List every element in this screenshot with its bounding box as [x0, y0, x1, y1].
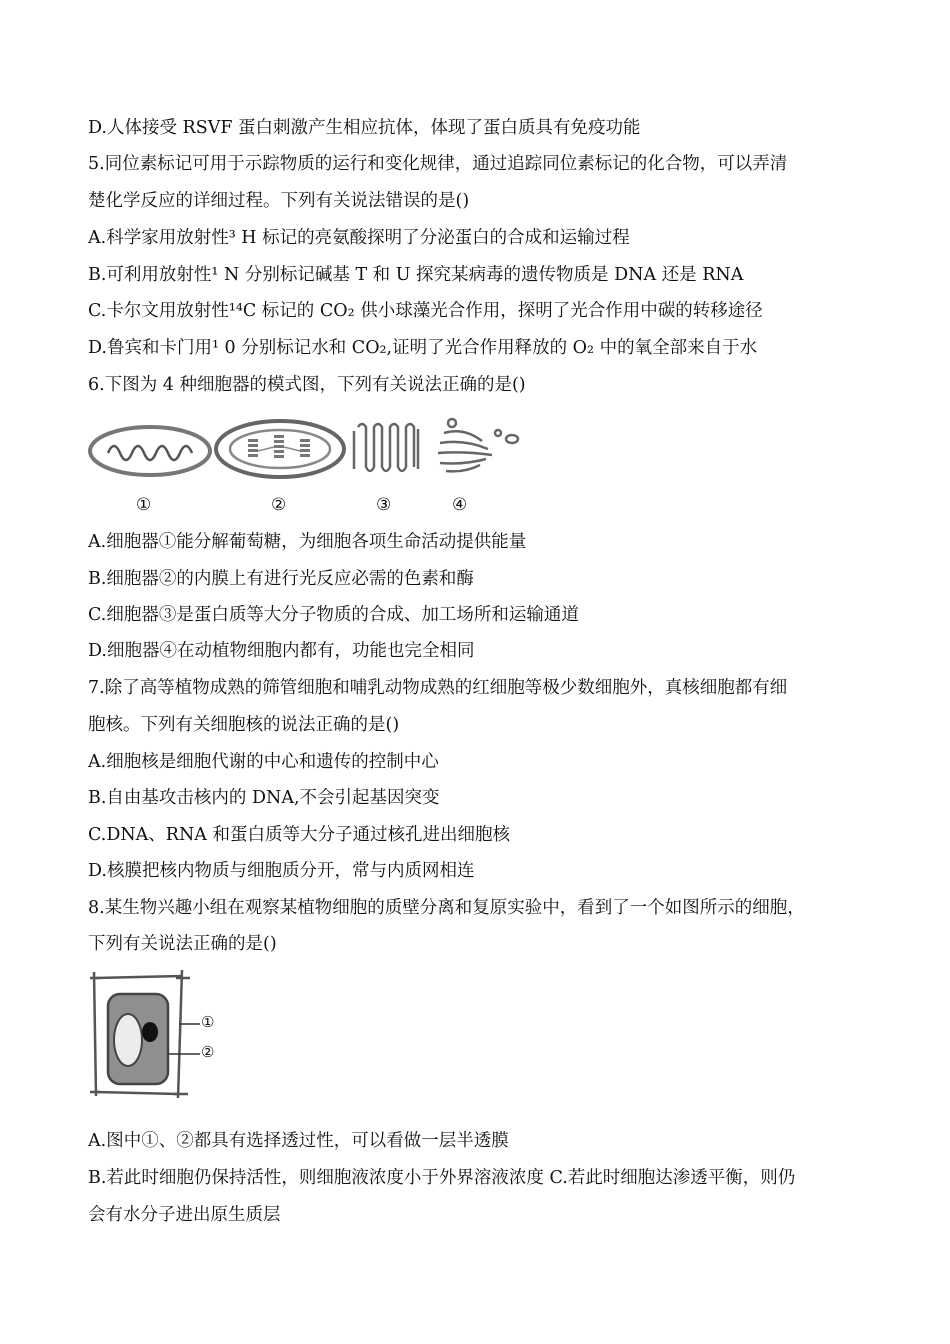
organelle-label: ① [136, 495, 152, 515]
cell-label: ① [201, 1013, 215, 1031]
organelle-figure [88, 415, 528, 483]
text-line: 楚化学反应的详细过程。下列有关说法错误的是() [88, 191, 470, 211]
text-line: A.细胞核是细胞代谢的中心和遗传的控制中心 [88, 752, 439, 772]
text-line: 5.同位素标记可用于示踪物质的运行和变化规律，通过追踪同位素标记的化合物，可以弄清 [88, 154, 788, 174]
text-line: B.自由基攻击核内的 DNA,不会引起基因突变 [88, 788, 440, 808]
text-line: D.细胞器④在动植物细胞内都有，功能也完全相同 [88, 641, 475, 661]
text-line: D.人体接受 RSVF 蛋白刺激产生相应抗体，体现了蛋白质具有免疫功能 [88, 118, 641, 138]
text-line: 8.某生物兴趣小组在观察某植物细胞的质壁分离和复原实验中，看到了一个如图所示的细胞， [88, 898, 805, 918]
text-line: 会有水分子进出原生质层 [88, 1205, 281, 1225]
nucleus [142, 1022, 158, 1042]
chloroplast-drawing [216, 421, 344, 477]
cell-label: ② [201, 1043, 215, 1061]
text-line: C.细胞器③是蛋白质等大分子物质的合成、加工场所和运输通道 [88, 605, 579, 625]
plant-cell-figure [86, 968, 226, 1104]
text-line: A.科学家用放射性³ H 标记的亮氨酸探明了分泌蛋白的合成和运输过程 [88, 228, 630, 248]
text-line: 下列有关说法正确的是() [88, 934, 277, 954]
text-line: D.鲁宾和卡门用¹ 0 分别标记水和 CO₂,证明了光合作用释放的 O₂ 中的氧全部来自于水 [88, 338, 758, 358]
text-line: 6.下图为 4 种细胞器的模式图，下列有关说法正确的是() [88, 375, 526, 395]
text-line: B.可利用放射性¹ N 分别标记碱基 T 和 U 探究某病毒的遗传物质是 DNA 还是 RNA [88, 265, 744, 285]
organelle-label: ② [271, 495, 287, 515]
vacuole [114, 1014, 142, 1066]
text-line: C.DNA、RNA 和蛋白质等大分子通过核孔进出细胞核 [88, 825, 510, 845]
golgi-apparatus-drawing [438, 419, 518, 471]
text-line: D.核膜把核内物质与细胞质分开，常与内质网相连 [88, 861, 475, 881]
organelle-label: ④ [452, 495, 468, 515]
mitochondrion-drawing [90, 427, 210, 475]
text-line: A.细胞器①能分解葡萄糖，为细胞各项生命活动提供能量 [88, 532, 527, 552]
text-line: B.细胞器②的内膜上有进行光反应必需的色素和酶 [88, 569, 474, 589]
text-line: A.图中①、②都具有选择透过性，可以看做一层半透膜 [88, 1131, 509, 1151]
endoplasmic-reticulum-drawing [354, 424, 418, 471]
text-line: C.卡尔文用放射性¹⁴C 标记的 CO₂ 供小球藻光合作用，探明了光合作用中碳的转移途径 [88, 301, 763, 321]
text-line: 7.除了高等植物成熟的筛管细胞和哺乳动物成熟的红细胞等极少数细胞外，真核细胞都有细 [88, 678, 788, 698]
organelle-label: ③ [376, 495, 392, 515]
text-line: B.若此时细胞仍保持活性，则细胞液浓度小于外界溶液浓度 C.若此时细胞达渗透平衡，则仍 [88, 1168, 796, 1188]
text-line: 胞核。下列有关细胞核的说法正确的是() [88, 715, 400, 735]
